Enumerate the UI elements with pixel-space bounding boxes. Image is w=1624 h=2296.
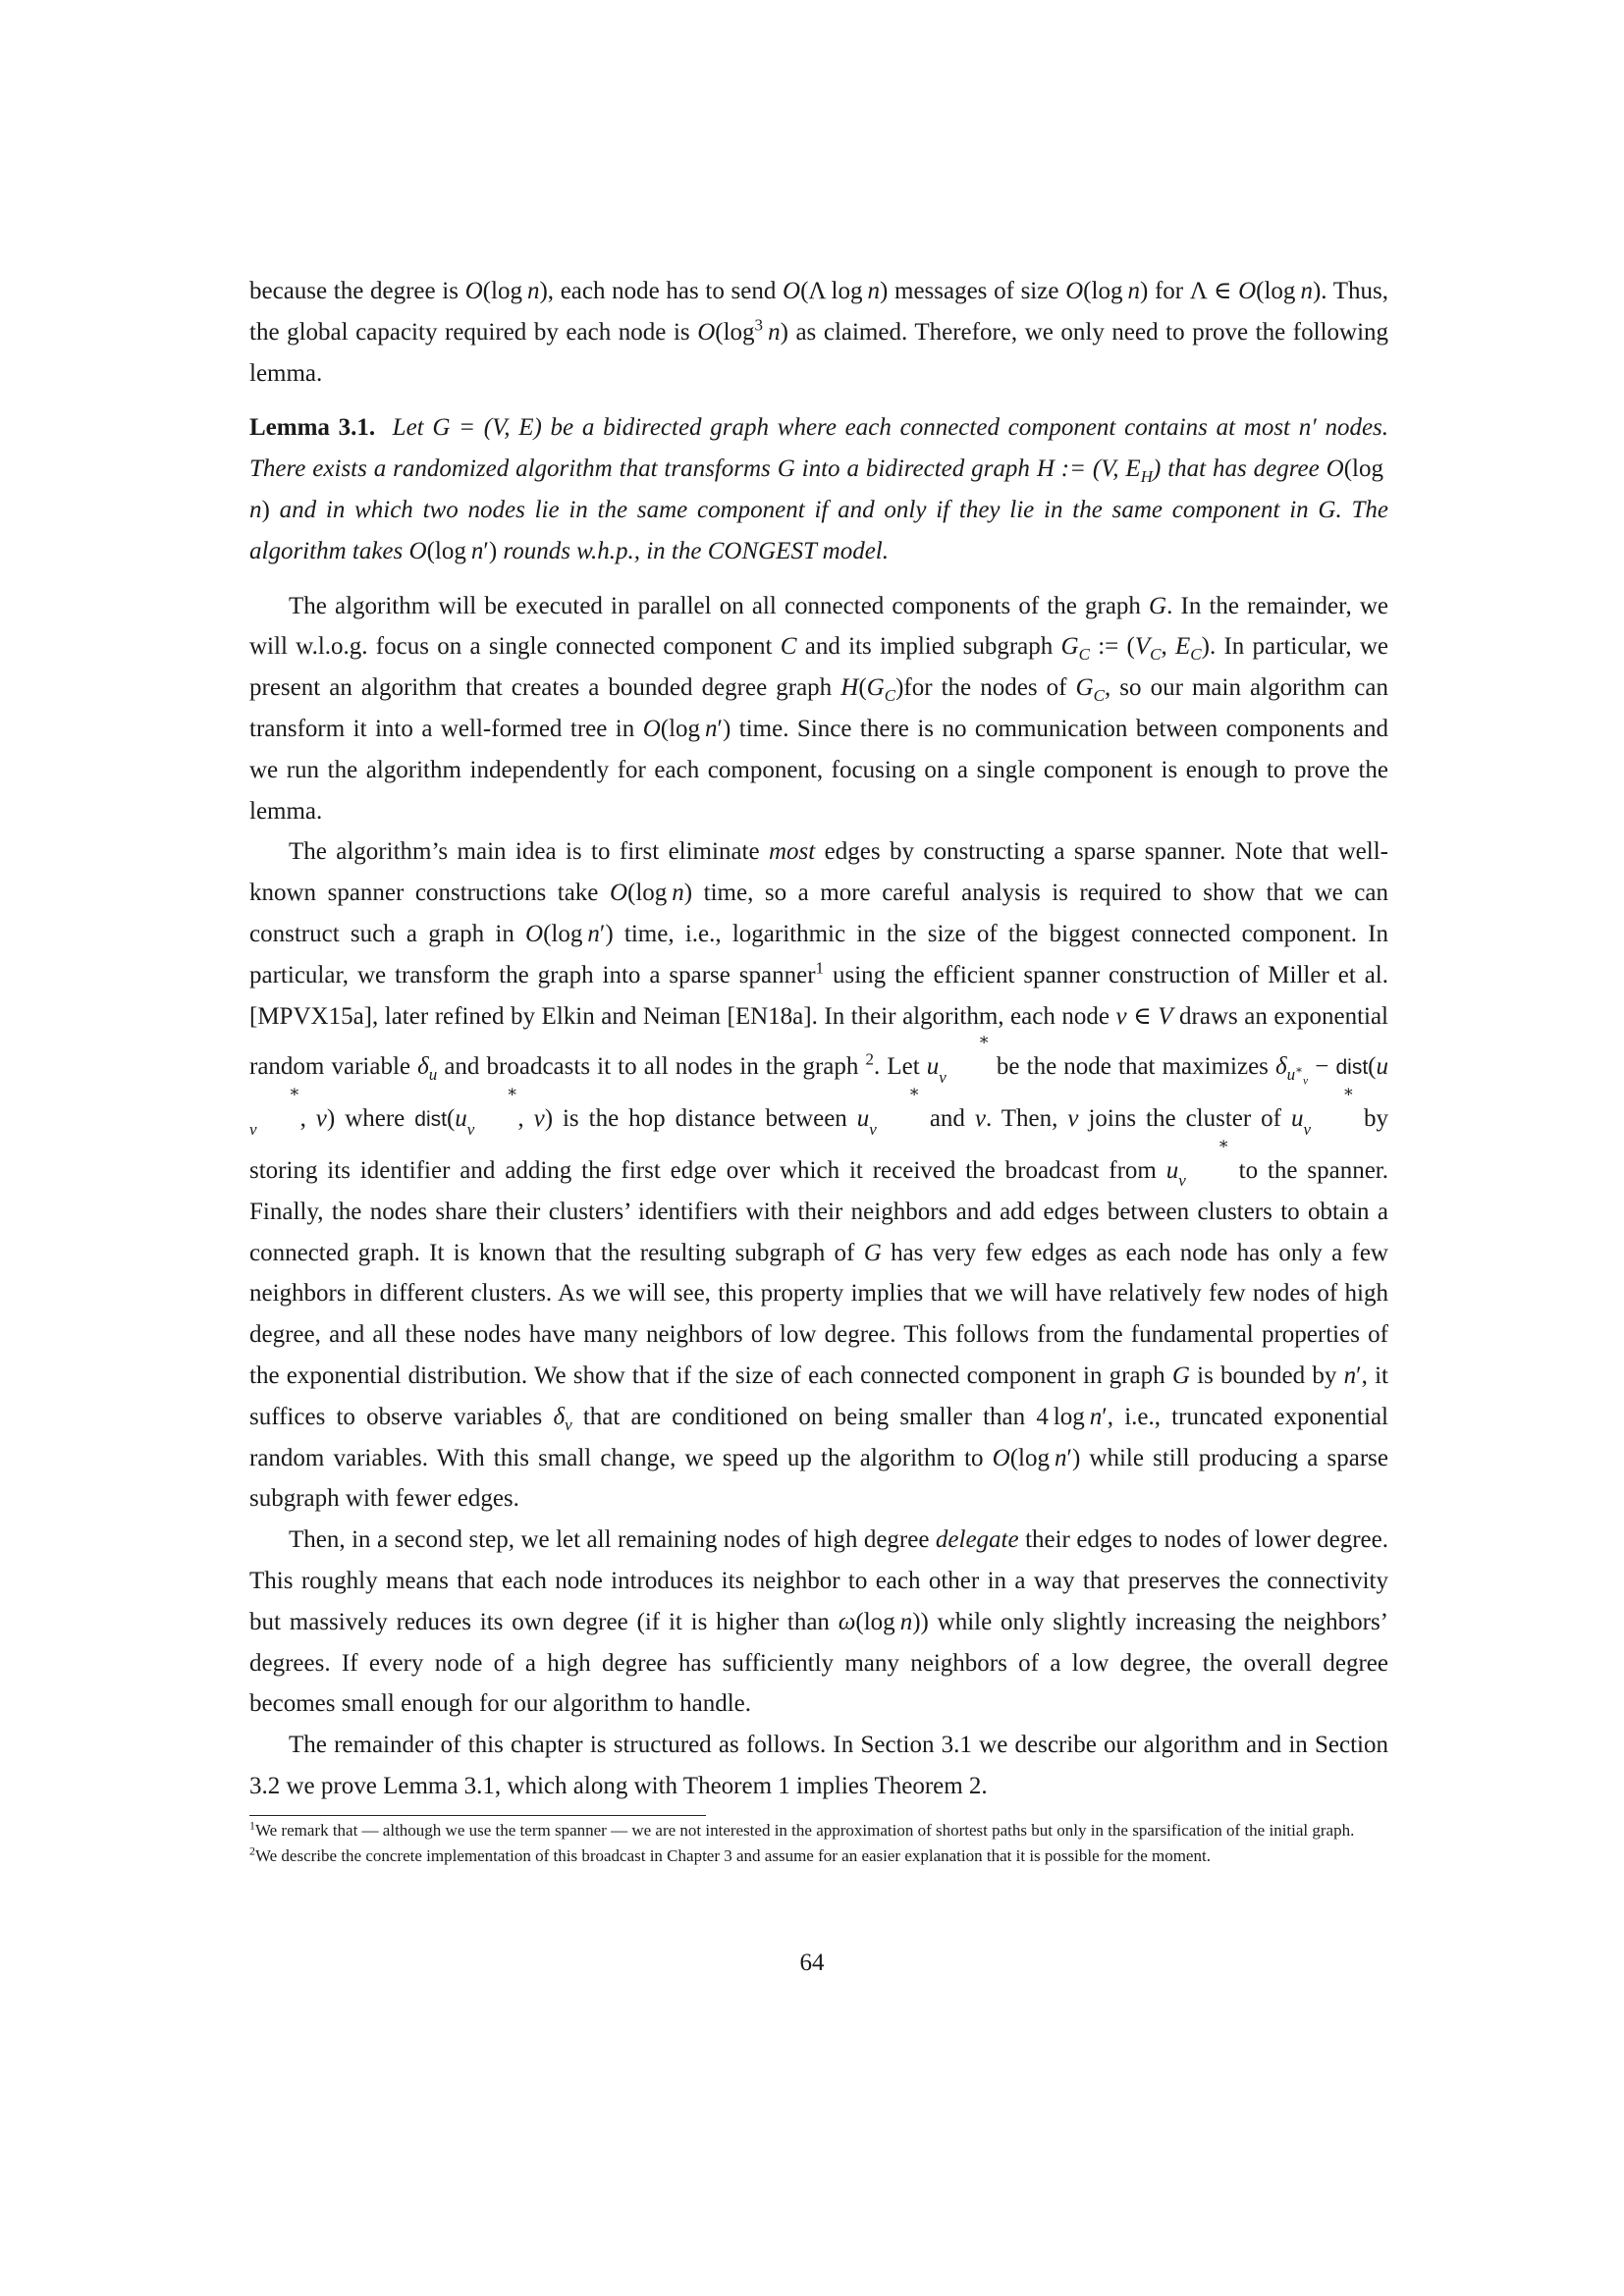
intro-paragraph: because the degree is O(log n), each node has to send O(Λ log n) messages of size O(log n) for Λ ∈ O(log n). Thus, the global capacity required by each node is $O(\log^3$ n) as claimed. Therefore, we only need to prove the following lemma.	[249, 278, 1389, 387]
paragraph-1: The algorithm will be executed in parallel on all connected components of the graph G. In the remainder, we will w.l.o.g. focus on a single connected component C and its implied subgraph $G_C$ := ($V_C$, $E_C$). In particular, we present an algorithm that creates a bounded degree graph $H(G_C)for$ the nodes of $G_C$, so our main algorithm can transform it into a well-formed tree in O(log n′) time. Since there is no communication between components and we run the algorithm independently for each component, focusing on a single component is enough to prove the lemma.	[249, 592, 1388, 825]
footnote-1: $^1$We remark that — although we use the term spanner — we are not interested in the approximation of shortest paths but only in the sparsification of the initial graph.	[249, 1818, 1355, 1840]
page-number: 64	[799, 1949, 825, 1976]
footnote-ref-2: 2	[865, 1050, 874, 1070]
footnote-ref-1: 1	[815, 958, 825, 978]
lemma-label: Lemma 3.1.	[249, 414, 376, 442]
footnote-2: $^2$We describe the concrete implementation of this broadcast in Chapter 3 and assume for an easier explanation that it is possible for the moment.	[249, 1843, 1211, 1865]
paragraph-4: The remainder of this chapter is structured as follows. In Section 3.1 we describe our algorithm and in Section 3.2 we prove Lemma 3.1, which along with Theorem 1 implies Theorem 2.	[249, 1732, 1388, 1799]
page-body	[249, 271, 1388, 1867]
footnote-separator	[249, 1815, 706, 1816]
paragraph-2: The algorithm’s main idea is to first eliminate most edges by constructing a sparse spanner. Note that well-known spanner constructions take O(log n) time, so a more careful analysis is required to show that we can construct such a graph in O(log n′) time, i.e., logarithmic in the size of the biggest connected component. In particular, we transform the graph into a sparse spanner$^1$ using the efficient spanner construction of Miller et al. [MPVX15a], later refined by Elkin and Neiman [EN18a]. In their algorithm, each node v ∈ V draws an exponential random variable $\delta_u$ and broadcasts it to all nodes in the graph $^2$. Let u∗ $_v$ be the node that maximizes $\delta_{u^∗_v}$ − dist(u∗ $_v$ , v) where dist(u∗ $_v$ , v) is the hop distance between u∗ $_v$ and v. Then, v joins the cluster of u∗ $_v$ by storing its identifier and adding the first edge over which it received the broadcast from u∗ $_v$ to the spanner. Finally, the nodes share their clusters’ identifiers with their neighbors and add edges between clusters to obtain a connected graph. It is known that the resulting subgraph of G has very few edges as each node has only a few neighbors in different clusters. As we will see, this property implies that we will have relatively few nodes of high degree, and all these nodes have many neighbors of low degree. This follows from the fundamental properties of the exponential distribution. We show that if the size of each connected component in graph G is bounded by n′, it suffices to observe variables $\delta_v$ that are conditioned on being smaller than 4 log n′, i.e., truncated exponential random variables. With this small change, we speed up the algorithm to O(log n′) while still producing a sparse subgraph with fewer edges.	[249, 838, 1389, 1513]
lemma-statement: Lemma 3.1. Let G = (V, E) be a bidirected graph where each connected component contains at most n′ nodes. There exists a randomized algorithm that transforms G into a bidirected graph H := (V, $E_H$) that has degree O(log n) and in which two nodes lie in the same component if and only if they lie in the same component in G. The algorithm takes O(log n′) rounds w.h.p., in the CONGEST model.	[249, 414, 1389, 564]
paragraph-3: Then, in a second step, we let all remaining nodes of high degree delegate their edges to nodes of lower degree. This roughly means that each node introduces its neighbor to each other in a way that preserves the connectivity but massively reduces its own degree (if it is higher than ω(log n)) while only slightly increasing the neighbors’ degrees. If every node of a high degree has sufficiently many neighbors of a low degree, the overall degree becomes small enough for our algorithm to handle.	[249, 1526, 1389, 1718]
